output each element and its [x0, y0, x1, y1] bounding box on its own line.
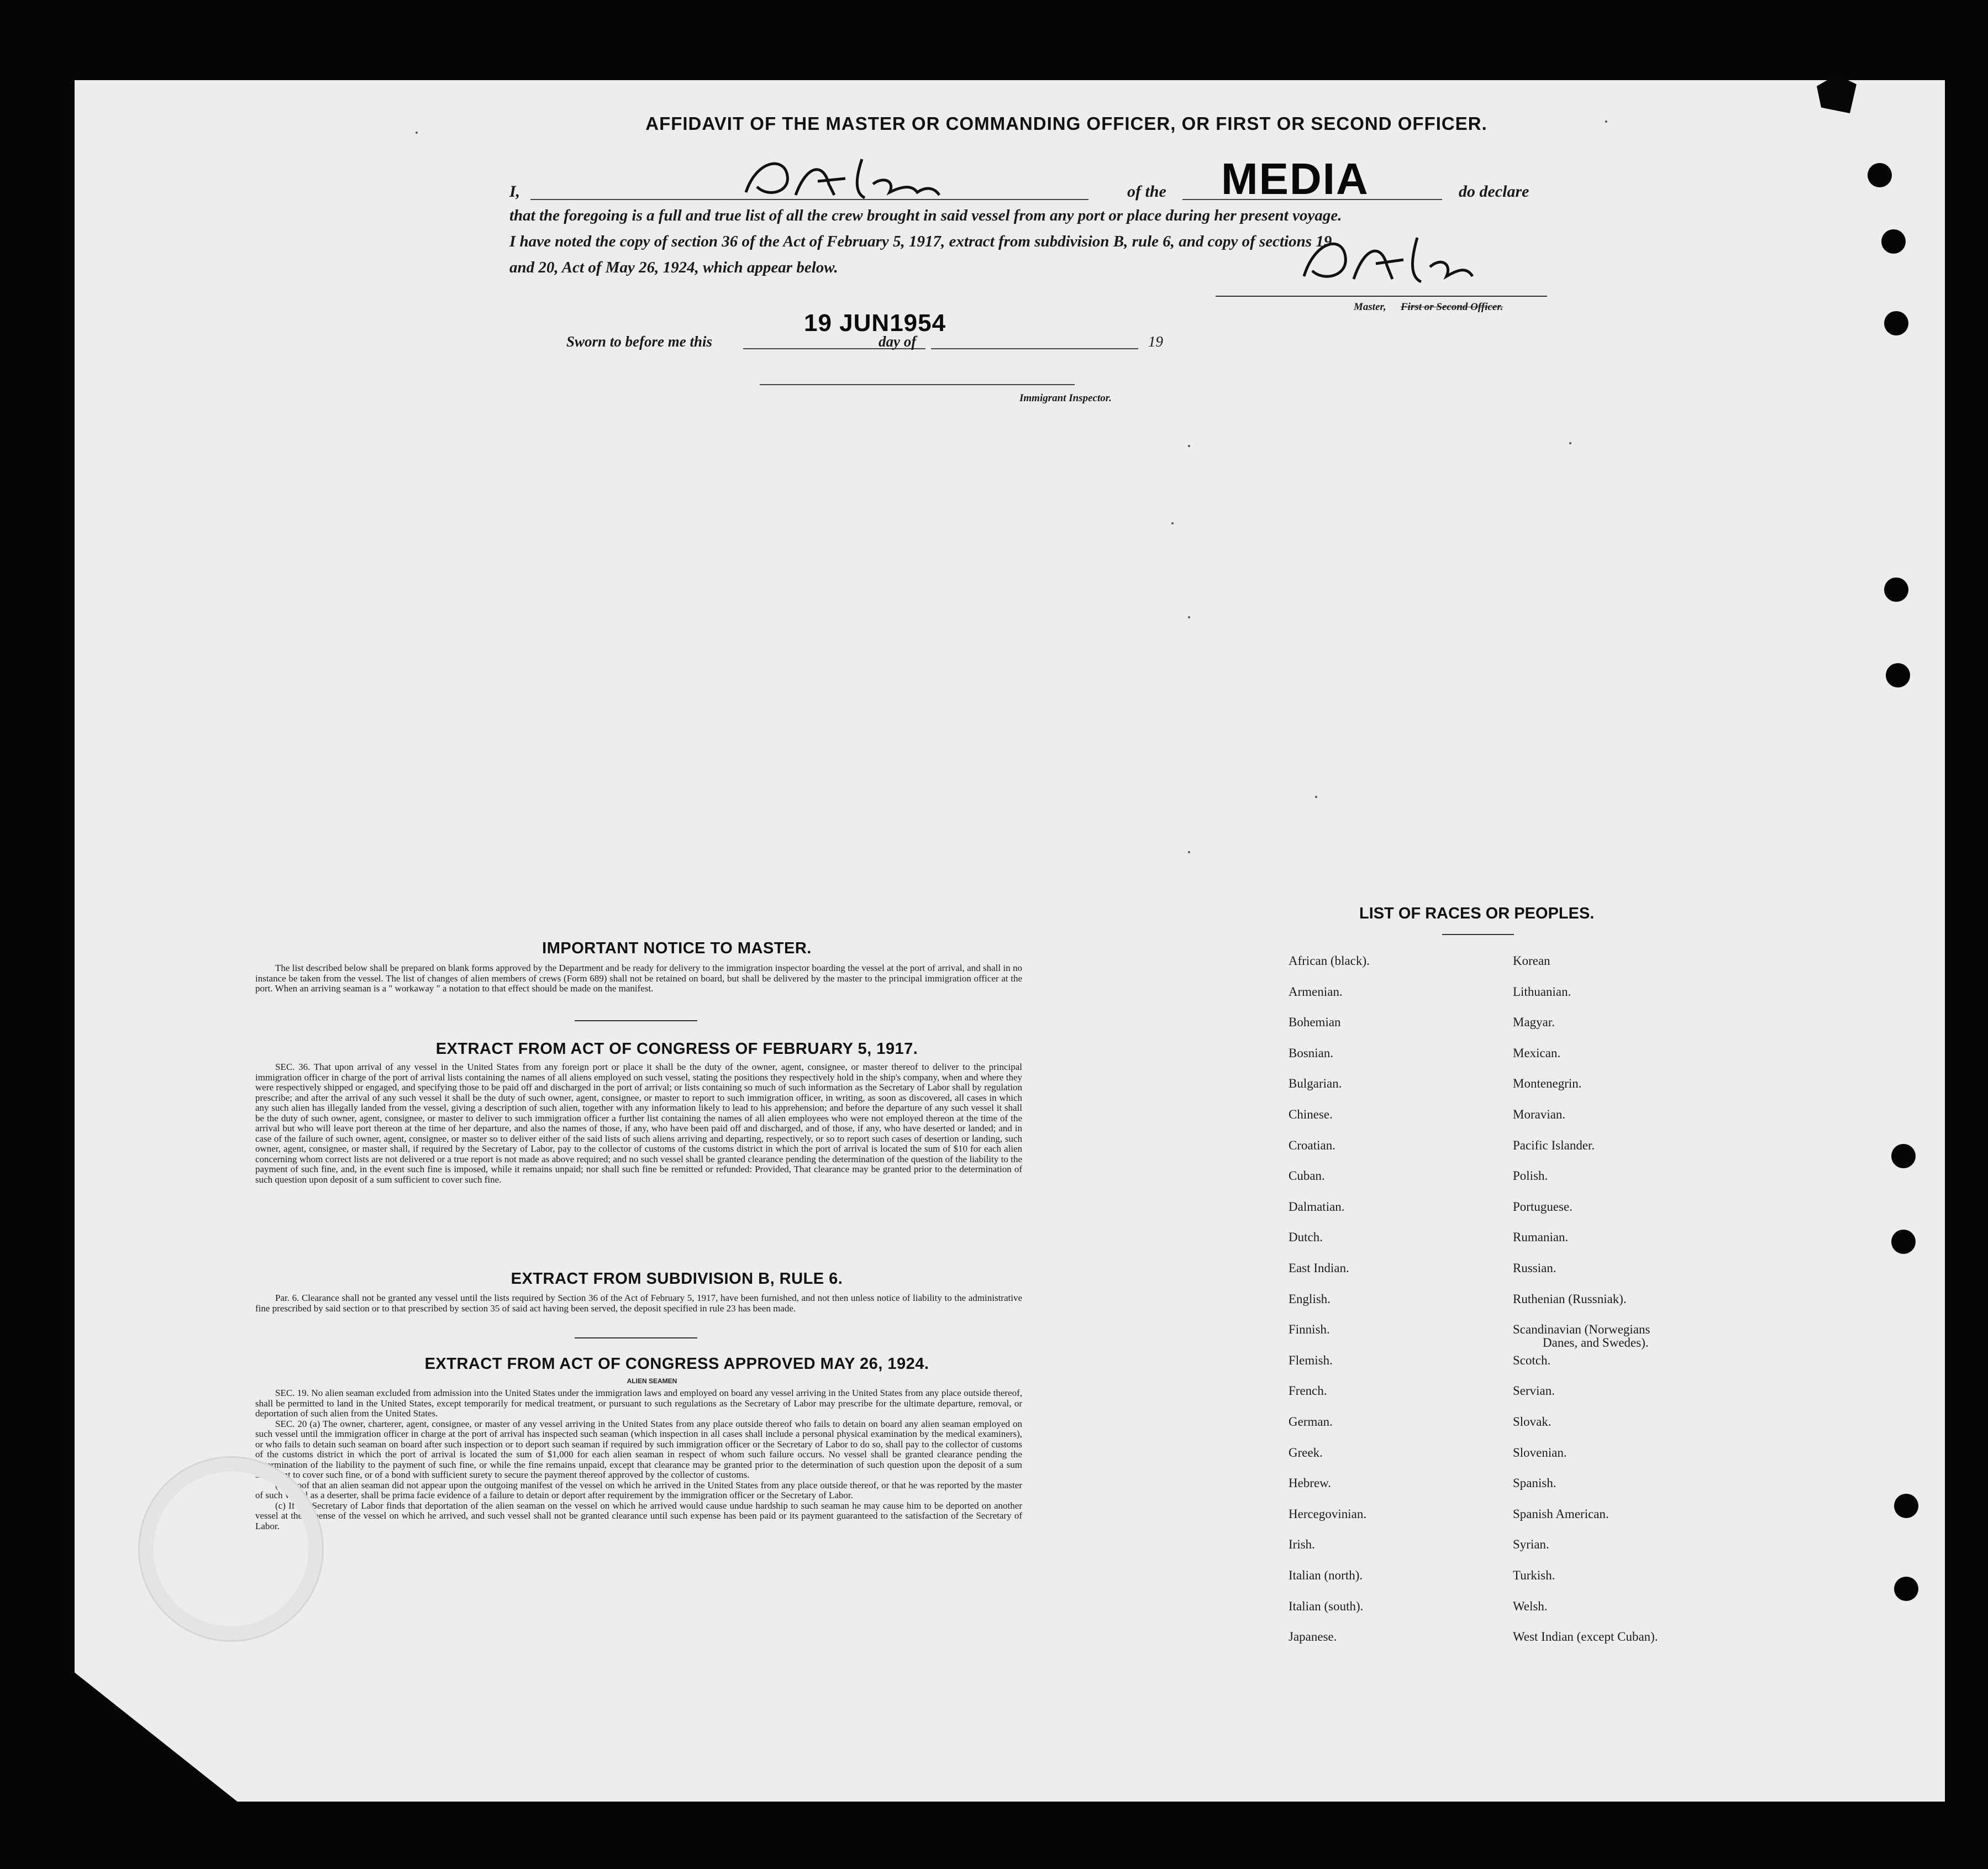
race-item-left: Hebrew. — [1288, 1476, 1332, 1490]
affidavit-line-4: and 20, Act of May 26, 1924, which appear below. — [509, 259, 838, 276]
punch-hole — [1891, 1230, 1916, 1254]
sworn-label: Sworn to before me this — [566, 333, 713, 350]
master-signature-2 — [1293, 229, 1492, 298]
embossed-seal — [138, 1456, 324, 1642]
race-item-right: Slovenian. — [1513, 1445, 1567, 1460]
date-stamp: 19 JUN1954 — [804, 309, 946, 337]
race-item-right: Slovak. — [1513, 1415, 1552, 1429]
extract-1924-title: EXTRACT FROM ACT OF CONGRESS APPROVED MAY 26, 1924. — [424, 1355, 929, 1373]
struck-officer-label: First or Second Officer. — [1401, 301, 1503, 313]
alien-seamen-subtitle: ALIEN SEAMEN — [627, 1377, 677, 1385]
notice-body — [255, 963, 1022, 994]
punch-hole — [1884, 311, 1908, 335]
extract-1917-title: EXTRACT FROM ACT OF CONGRESS OF FEBRUARY 5, 1917. — [435, 1040, 918, 1058]
punch-hole — [1894, 1494, 1918, 1518]
affidavit-title: AFFIDAVIT OF THE MASTER OR COMMANDING OFFICER, OR FIRST OR SECOND OFFICER. — [645, 113, 1487, 134]
race-item-right: Pacific Islander. — [1513, 1138, 1595, 1152]
race-item-right: Polish. — [1513, 1169, 1548, 1183]
par-6-paragraph: Par. 6. Clearance shall not be granted any vessel until the lists required by Section 36 of the Act of February 5, 1917, have been furnished, and not then unless notice of liability to the administrative fine prescribed by said section or to that prescribed by section 35 of said act having been served, the deposit specified in rule 23 has been made. — [255, 1293, 1022, 1314]
form-dot — [1569, 442, 1571, 444]
section-divider — [575, 1337, 697, 1338]
race-item-right: Moravian. — [1513, 1107, 1566, 1121]
extract-1917-body — [255, 1062, 1022, 1185]
inspector-label: Immigrant Inspector. — [1019, 392, 1112, 404]
punch-hole — [1894, 1577, 1918, 1601]
notice-paragraph: The list described below shall be prepared on blank forms approved by the Department and be ready for delivery to the immigration inspector boarding the vessel at the port of arrival, and shall in no instance be taken from the vessel. The list of changes of alien members of crews (Form 689) shall not be retained on board, but shall be delivered by the master to the principal immigration officer at the port. When an arriving seaman is a " workaway " a notation to that effect should be made on the manifest. — [255, 963, 1022, 994]
race-item-right: Montenegrin. — [1513, 1077, 1582, 1091]
form-dot — [416, 132, 418, 134]
year-prefix: 19 — [1148, 333, 1163, 350]
race-item-left: Finnish. — [1288, 1322, 1330, 1337]
signature-underline — [1216, 296, 1547, 297]
race-item-left: Bulgarian. — [1288, 1077, 1342, 1091]
race-item-left: Irish. — [1288, 1537, 1315, 1552]
race-item-left: Italian (north). — [1288, 1568, 1363, 1582]
race-item-continuation: Danes, and Swedes). — [1543, 1336, 1649, 1350]
do-declare-label: do declare — [1459, 182, 1529, 201]
form-dot — [1188, 616, 1190, 618]
race-item-left: Hercegovinian. — [1288, 1506, 1367, 1521]
race-item-right: Ruthenian (Russniak). — [1513, 1292, 1627, 1306]
race-item-left: Bosnian. — [1288, 1046, 1334, 1060]
race-item-left: English. — [1288, 1292, 1331, 1306]
race-item-right: Welsh. — [1513, 1599, 1548, 1613]
sec-20c-paragraph: (c) If the Secretary of Labor finds that deportation of the alien seaman on the vessel on which he arrived would cause undue hardship to such seaman he may cause him to be deported on another vessel at the expense of the vessel on which he arrived, and such vessel shall not be granted clearance until such expense has been paid or its payment guaranteed to the satisfaction of the Secretary of Labor. — [255, 1500, 1022, 1531]
master-label: Master, — [1354, 301, 1386, 313]
race-item-right: Spanish. — [1513, 1476, 1556, 1490]
inspector-underline — [760, 384, 1075, 385]
affidavit-line-3: I have noted the copy of section 36 of the Act of February 5, 1917, extract from subdivision B, rule 6, and copy of sections 19 — [509, 233, 1332, 250]
rule-6-body — [255, 1293, 1022, 1314]
form-dot — [1171, 522, 1174, 524]
notice-title: IMPORTANT NOTICE TO MASTER. — [542, 939, 812, 957]
race-item-right: Lithuanian. — [1513, 984, 1571, 999]
form-dot — [1315, 796, 1317, 798]
race-item-left: Greek. — [1288, 1445, 1323, 1460]
of-the-label: of the — [1127, 182, 1166, 201]
punch-hole — [1868, 163, 1892, 187]
races-title: LIST OF RACES OR PEOPLES. — [1359, 905, 1595, 922]
extract-1924-body — [255, 1388, 1022, 1531]
sec-19-paragraph: SEC. 19. No alien seaman excluded from admission into the United States under the immigration laws and employed on board any vessel arriving in the United States from any place outside thereof, shall be permitted to land in the United States, except temporarily for medical treatment, or pursuant to such regulations as the Secretary of Labor may prescribe for the ultimate departure, removal, or deportation of such alien from the United States. — [255, 1388, 1022, 1419]
race-item-right: Scandinavian (Norwegians — [1513, 1322, 1650, 1337]
race-item-left: French. — [1288, 1384, 1327, 1398]
race-item-right: Magyar. — [1513, 1015, 1555, 1030]
day-of-label: day of — [879, 333, 917, 350]
race-item-left: East Indian. — [1288, 1261, 1349, 1275]
race-item-left: Dalmatian. — [1288, 1199, 1345, 1214]
race-item-left: African (black). — [1288, 954, 1370, 968]
rule-6-title: EXTRACT FROM SUBDIVISION B, RULE 6. — [511, 1270, 843, 1288]
race-item-right: Turkish. — [1513, 1568, 1555, 1582]
affidavit-line-2: that the foregoing is a full and true list of all the crew brought in said vessel from any port or place during her present voyage. — [509, 207, 1342, 224]
race-item-right: Servian. — [1513, 1384, 1555, 1398]
month-underline — [931, 348, 1138, 349]
race-item-right: Syrian. — [1513, 1537, 1549, 1552]
race-item-left: Bohemian — [1288, 1015, 1341, 1030]
race-item-left: Japanese. — [1288, 1630, 1337, 1644]
sec-20a-paragraph: SEC. 20 (a) The owner, charterer, agent, consignee, or master of any vessel arriving in the United States from any place outside thereof who fails to detain on board any alien seaman employed on such vessel until the immigration officer in charge at the port of arrival has inspected such seaman (which inspection in all cases shall include a personal physical examination by the medical examiners), or who fails to detain such seaman on board after such inspection or to deport such seaman if required by such immigration officer or the Secretary of Labor to do so, shall pay to the collector of customs of the customs district in which the port of arrival is located the sum of $1,000 for each alien seaman in respect of whom such failure occurs. No vessel shall be granted clearance pending the determination of the liability to the payment of such fine, or while the fine remains unpaid, except that clearance may be granted prior to the determination of such question upon the deposit of a sum sufficient to cover such fine, or of a bond with sufficient surety to secure the payment thereof approved by the collector of customs. — [255, 1418, 1022, 1480]
race-item-right: West Indian (except Cuban). — [1513, 1630, 1658, 1644]
race-item-left: Armenian. — [1288, 984, 1343, 999]
punch-hole — [1891, 1144, 1916, 1168]
punch-hole — [1886, 663, 1910, 687]
race-item-left: Cuban. — [1288, 1169, 1325, 1183]
race-item-left: Chinese. — [1288, 1107, 1333, 1121]
affidavit-i-label: I, — [509, 182, 520, 201]
race-item-right: Mexican. — [1513, 1046, 1561, 1060]
race-item-right: Portuguese. — [1513, 1199, 1572, 1214]
section-divider — [575, 1020, 697, 1021]
race-item-left: Flemish. — [1288, 1353, 1333, 1367]
race-item-left: Croatian. — [1288, 1138, 1335, 1152]
race-item-right: Rumanian. — [1513, 1230, 1569, 1245]
punch-hole — [1881, 229, 1906, 254]
race-item-right: Korean — [1513, 954, 1550, 968]
vessel-name: MEDIA — [1221, 154, 1369, 203]
races-title-underline — [1442, 934, 1514, 935]
punch-hole — [1884, 578, 1908, 602]
form-dot — [1188, 445, 1190, 447]
race-item-left: German. — [1288, 1415, 1333, 1429]
race-item-right: Spanish American. — [1513, 1506, 1609, 1521]
sec-20b-paragraph: (b) Proof that an alien seaman did not appear upon the outgoing manifest of the vessel on which he arrived in the United States from any place outside thereof, or that he was reported by the master of such vessel as a deserter, shall be prima facie evidence of a failure to detain or deport after requirement by the immigration officer or the Secretary of Labor. — [255, 1479, 1022, 1500]
document-page — [75, 80, 1945, 1802]
form-dot — [1188, 851, 1190, 853]
form-dot — [1605, 120, 1607, 123]
race-item-left: Italian (south). — [1288, 1599, 1364, 1613]
race-item-right: Russian. — [1513, 1261, 1556, 1275]
race-item-right: Scotch. — [1513, 1353, 1551, 1367]
race-item-left: Dutch. — [1288, 1230, 1323, 1245]
sec-36-paragraph: SEC. 36. That upon arrival of any vessel in the United States from any foreign port or place it shall be the duty of the owner, agent, consignee, or master thereof to deliver to the principal immigration officer in charge of the port of arrival lists containing the names of all aliens employed on such vessel, stating the positions they respectively hold in the ship's company, when and where they were respectively shipped or engaged, and specifying those to be paid off and discharged in the port of arrival; or lists containing so much of such information as the Secretary of Labor shall by regulation prescribe; and after the arrival of any such vessel it shall be the duty of such owner, agent, consignee, or master to report to such immigration officer, in writing, as soon as discovered, all cases in which any such alien has illegally landed from the vessel, giving a description of such alien, together with any information likely to lead to his apprehension; and before the departure of any such vessel it shall be the duty of such owner, agent, consignee, or master to deliver to such immigration officer a further list containing the names of all alien employees who were not employed thereon at the time of the arrival but who will leave port thereon at the time of her departure, and also the names of those, if any, who have been paid off and discharged, and of those, if any, who have deserted or landed; and in case of the failure of such owner, agent, consignee, or master so to deliver either of the said lists of such aliens arriving and departing, respectively, or so to report such cases of desertion or landing, such owner, agent, consignee, or master shall, if required by the Secretary of Labor, pay to the collector of customs of the customs district in which the port of arrival is located the sum of $10 for each alien concerning whom correct lists are not delivered or a true report is not made as above required; and no such vessel shall be granted clearance pending the determination of the question of the liability to the payment of such fine, and, in the event such fine is imposed, while it remains unpaid; nor shall such fine be remitted or refunded: Provided, That clearance may be granted prior to the determination of such question upon deposit of a sum sufficient to cover such fine. — [255, 1062, 1022, 1185]
